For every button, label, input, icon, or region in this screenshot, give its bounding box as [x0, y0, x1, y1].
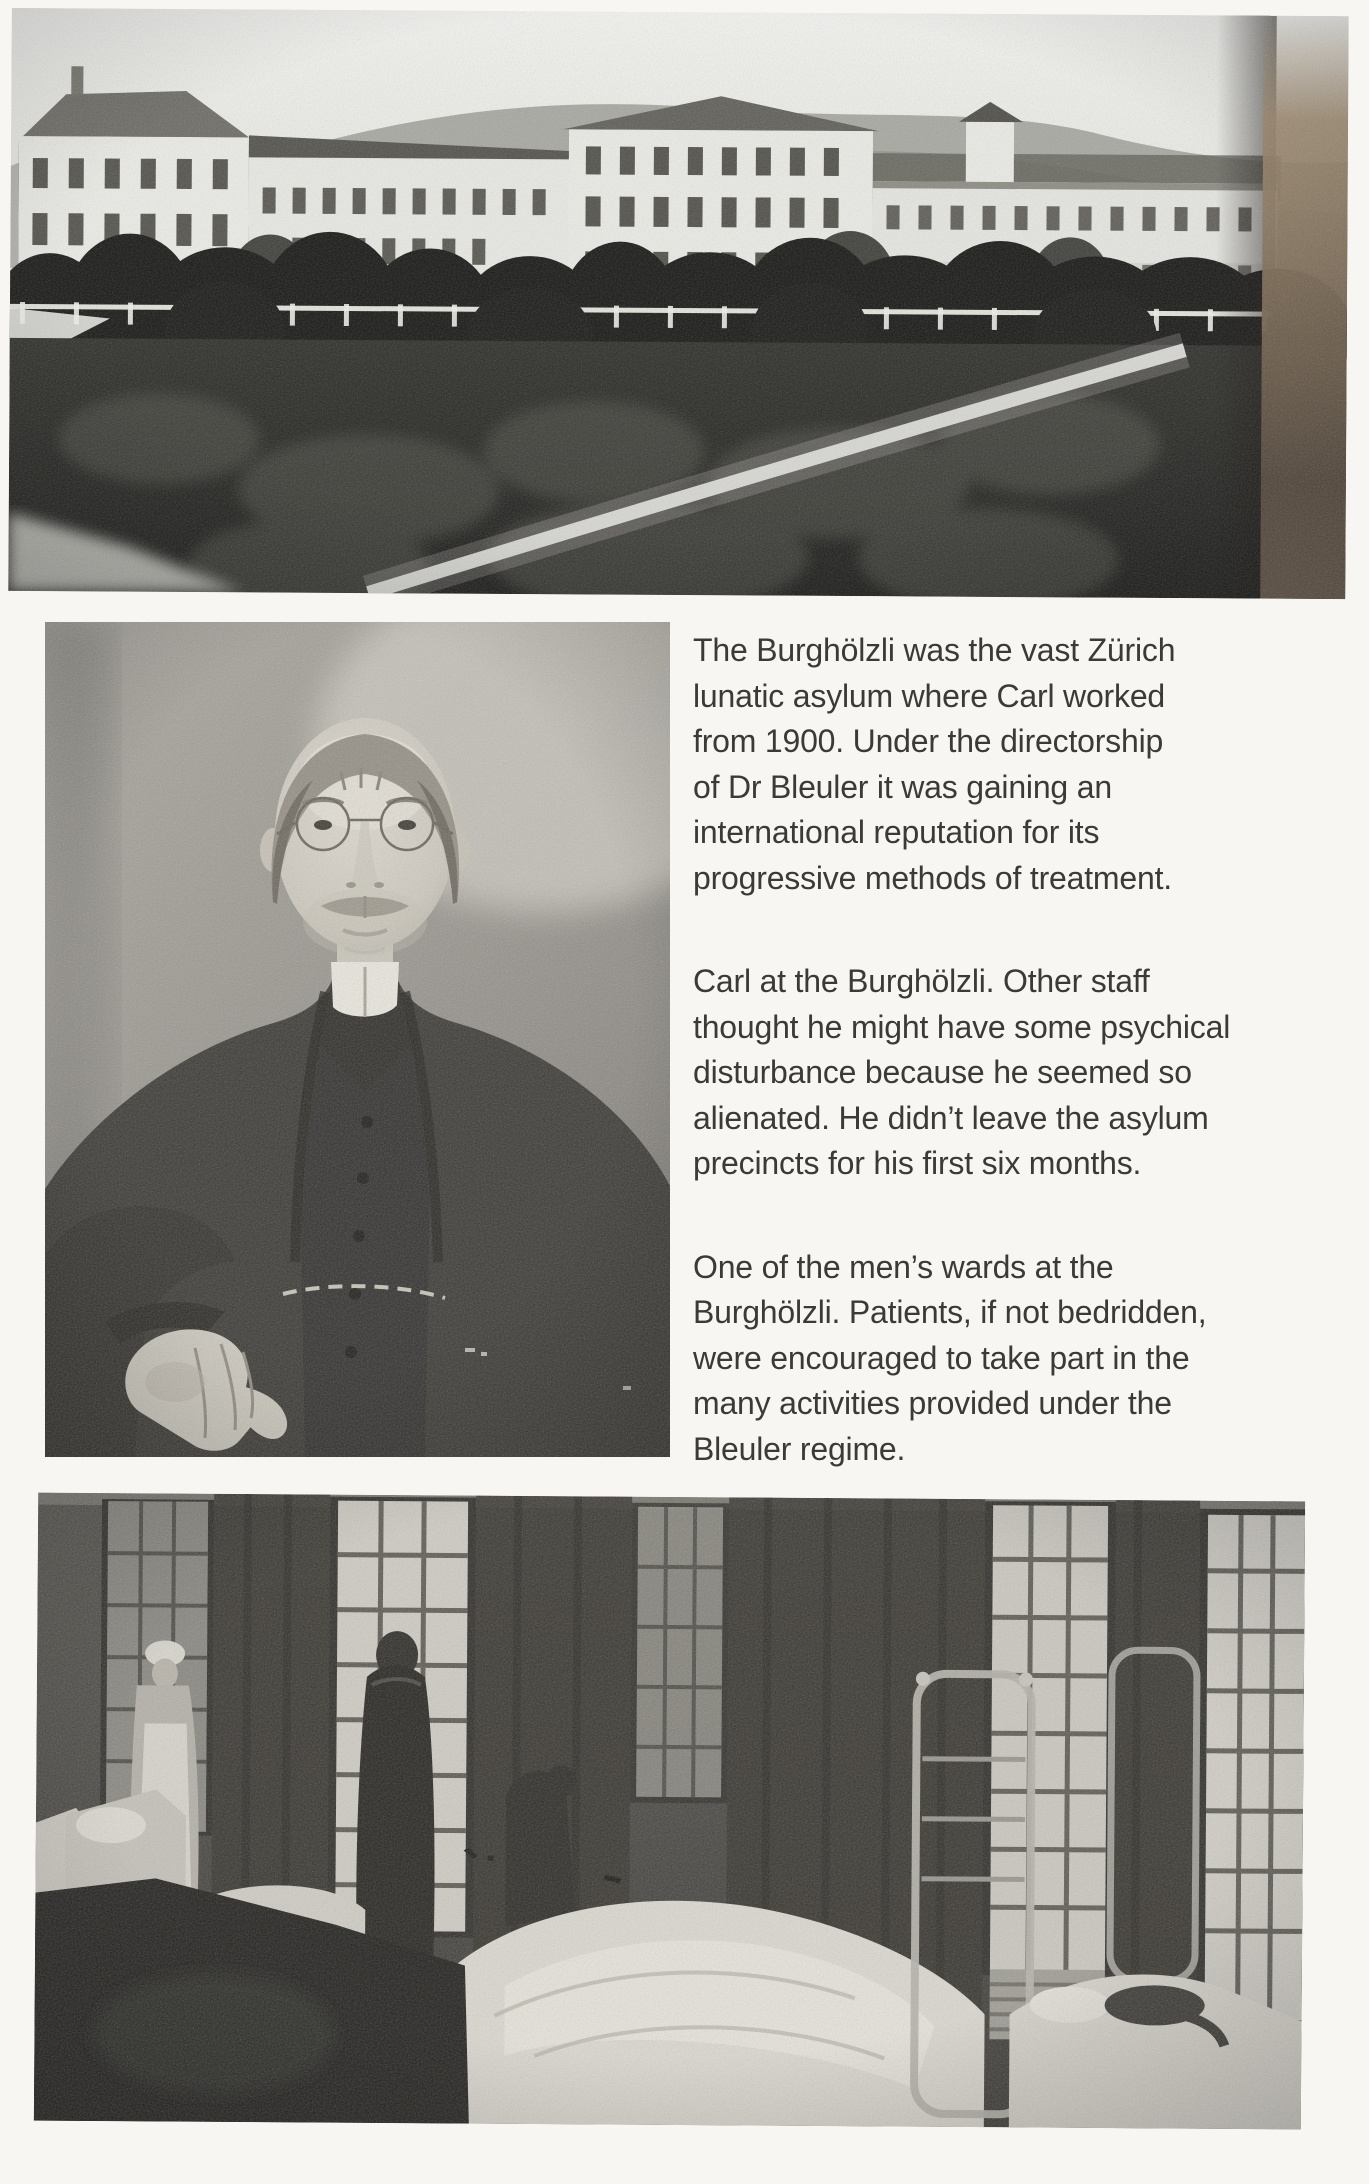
caption-line: Burghölzli. Patients, if not bedridden, — [693, 1294, 1207, 1330]
caption-line: thought he might have some psychical — [693, 1008, 1231, 1045]
caption-paragraph-ward — [693, 1245, 1293, 1473]
caption-line: international reputation for its — [693, 814, 1100, 850]
caption-line: lunatic asylum where Carl worked — [693, 677, 1166, 714]
caption-line: One of the men’s wards at the — [693, 1248, 1114, 1285]
caption-line: precincts for his first six months. — [693, 1145, 1142, 1181]
caption-line: The Burghölzli was the vast Zürich — [693, 632, 1176, 668]
caption-paragraph-asylum — [693, 628, 1293, 901]
caption-line: Bleuler regime. — [693, 1430, 906, 1467]
mens-ward-photo — [34, 1493, 1305, 2130]
caption-line: disturbance because he seemed so — [693, 1054, 1192, 1090]
caption-line: many activities provided under the — [693, 1385, 1172, 1421]
caption-paragraph-carl — [693, 959, 1293, 1187]
caption-text-column — [693, 628, 1293, 1530]
caption-line: alienated. He didn’t leave the asylum — [693, 1099, 1209, 1136]
caption-line: were encouraged to take part in the — [693, 1339, 1190, 1376]
caption-line: from 1900. Under the directorship — [693, 723, 1164, 759]
caption-line: Carl at the Burghölzli. Other staff — [693, 963, 1150, 999]
carl-portrait-photo — [45, 622, 670, 1457]
asylum-exterior-photo — [8, 8, 1349, 599]
caption-line: progressive methods of treatment. — [693, 859, 1172, 896]
caption-line: of Dr Bleuler it was gaining an — [693, 768, 1112, 805]
